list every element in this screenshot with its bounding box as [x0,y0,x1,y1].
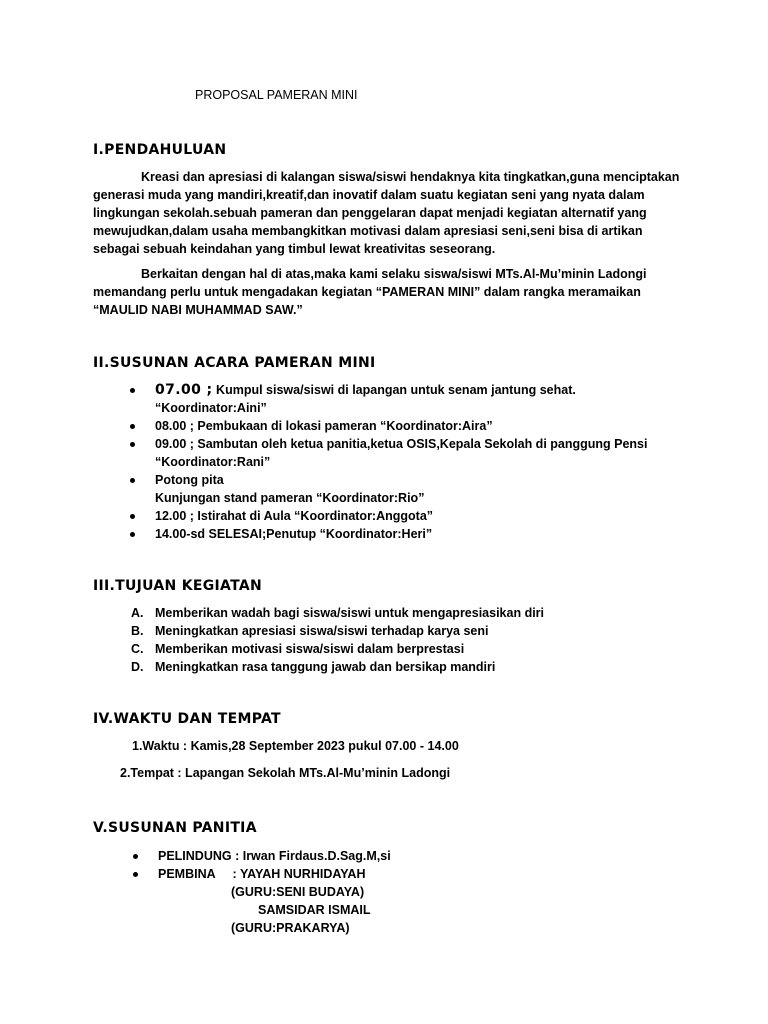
list-item [0,847,391,865]
objective-text: Memberikan wadah bagi siswa/siswi untuk mengapresiasikan diri [155,606,545,620]
schedule-text: 14.00-sd SELESAI;Penutup “Koordinator:Heri” [155,527,433,541]
section-heading-pendahuluan: I.PENDAHULUAN [93,142,227,158]
intro-paragraph-2 [93,265,683,319]
committee-list [0,847,391,937]
schedule-text: 08.00 ; Pembukaan di lokasi pameran “Koordinator:Aira” [155,419,493,433]
waktu-line: 1.Waktu : Kamis,28 September 2023 pukul 07.00 - 14.00 [132,739,459,753]
section-heading-panitia: V.SUSUNAN PANITIA [93,820,257,836]
list-item [0,471,648,507]
pembina-role-2: (GURU:PRAKARYA) [231,921,350,935]
intro-paragraph-2-text: Berkaitan dengan hal di atas,maka kami selaku siswa/siswi MTs.Al-Mu’minin Ladongi memandang perlu untuk mengadakan kegiatan “PAMERAN MINI” dalam rangka meramaikan “MAULID NABI MUHAMMAD SAW.” [93,267,647,317]
objective-text: Memberikan motivasi siswa/siswi dalam berprestasi [155,642,465,656]
bullet-icon [133,872,138,877]
schedule-text: 09.00 ; Sambutan oleh ketua panitia,ketua OSIS,Kepala Sekolah di panggung Pensi [155,437,648,451]
bullet-icon [130,478,135,483]
schedule-coordinator: “Koordinator:Rani” [155,455,271,469]
pembina-role-1: (GURU:SENI BUDAYA) [231,885,365,899]
list-marker: D. [131,660,144,674]
list-item [0,525,648,543]
list-item [0,417,648,435]
section-heading-tujuan: III.TUJUAN KEGIATAN [93,578,263,594]
bullet-icon [130,532,135,537]
schedule-list [0,381,648,543]
objectives-list [0,604,544,676]
list-item [0,604,544,622]
bullet-icon [130,424,135,429]
objective-text: Meningkatkan rasa tanggung jawab dan bersikap mandiri [155,660,496,674]
list-item [0,507,648,525]
schedule-coordinator: Kunjungan stand pameran “Koordinator:Rio” [155,491,425,505]
list-marker: B. [131,624,144,638]
schedule-coordinator: “Koordinator:Aini” [155,401,267,415]
intro-paragraph-1-text: Kreasi dan apresiasi di kalangan siswa/siswi hendaknya kita tingkatkan,guna menciptakan generasi muda yang mandiri,kreatif,dan inovatif dalam suatu kegiatan seni yang nyata dalam lingkungan sekolah.sebuah pameran dan penggelaran dapat menjadi kegiatan alternatif yang mewujudkan,dalam usaha membangkitkan motivasi dalam apresiasi seni,seni bisa di artikan sebagai sebuah keindahan yang timbul lewat kreativitas seseorang. [93,170,680,256]
pembina-name-2: SAMSIDAR ISMAIL [258,903,371,917]
bullet-icon [130,442,135,447]
list-item [0,640,544,658]
pembina-text: PEMBINA : YAYAH NURHIDAYAH [158,867,366,881]
pelindung-text: PELINDUNG : Irwan Firdaus.D.Sag.M,si [158,849,391,863]
schedule-text: Potong pita [155,473,224,487]
section-heading-waktu-tempat: IV.WAKTU DAN TEMPAT [93,711,281,727]
section-heading-susunan-acara: II.SUSUNAN ACARA PAMERAN MINI [93,355,376,371]
schedule-text: Kumpul siswa/siswi di lapangan untuk senam jantung sehat. [216,383,576,397]
list-item [0,658,544,676]
list-marker: A. [131,606,144,620]
schedule-time: 07.00 ; [155,382,213,398]
list-item [0,865,391,937]
objective-text: Meningkatkan apresiasi siswa/siswi terhadap karya seni [155,624,489,638]
document-title: PROPOSAL PAMERAN MINI [195,88,358,102]
bullet-icon [133,854,138,859]
list-item [0,435,648,471]
intro-paragraph-1 [93,168,683,258]
bullet-icon [130,388,135,393]
list-marker: C. [131,642,144,656]
bullet-icon [130,514,135,519]
list-item [0,381,648,417]
tempat-line: 2.Tempat : Lapangan Sekolah MTs.Al-Mu’minin Ladongi [120,766,451,780]
list-item [0,622,544,640]
schedule-text: 12.00 ; Istirahat di Aula “Koordinator:Anggota” [155,509,434,523]
